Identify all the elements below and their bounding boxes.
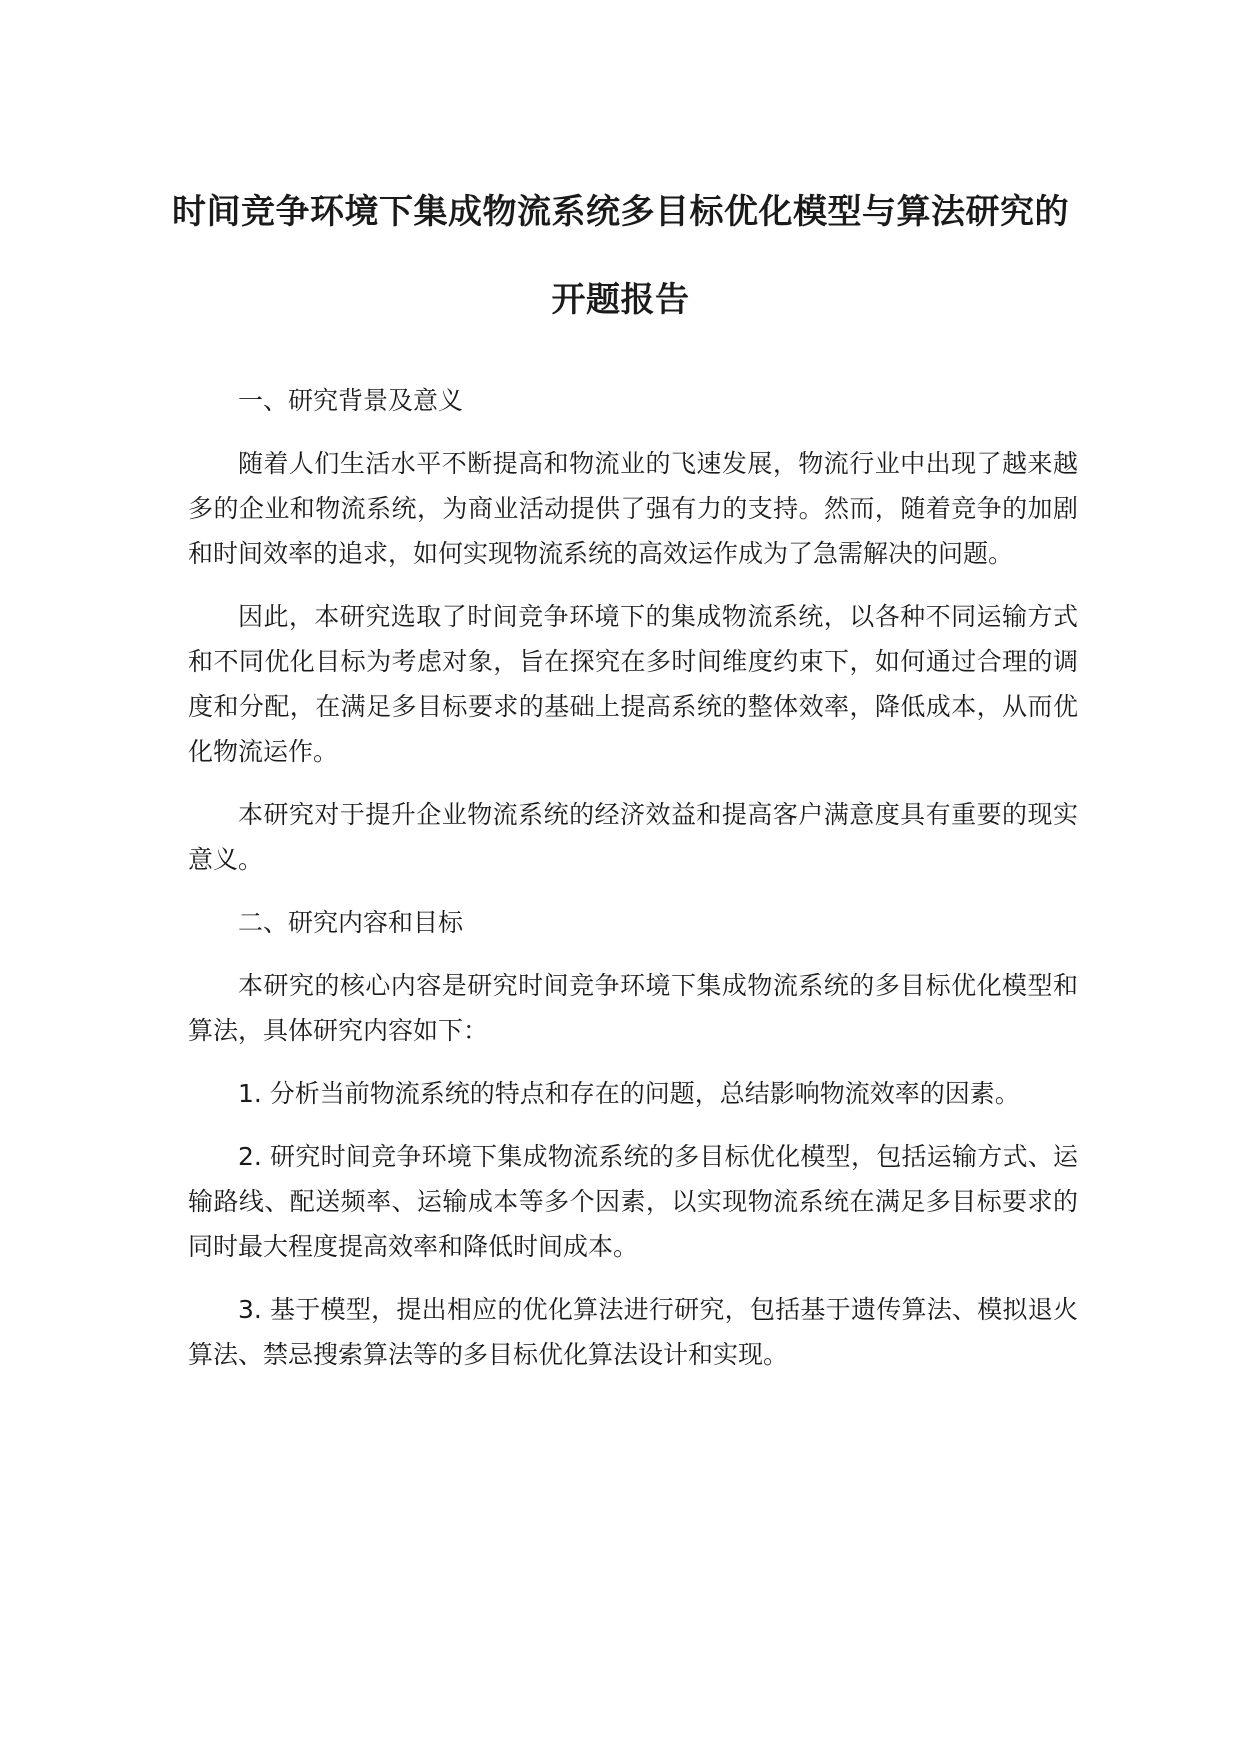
document-title: 时间竞争环境下集成物流系统多目标优化模型与算法研究的开题报告 <box>172 192 1069 320</box>
list-item-content-3: 3. 基于模型，提出相应的优化算法进行研究，包括基于遗传算法、模拟退火算法、禁忌搜索算法等的多目标优化算法设计和实现。 <box>188 1295 1078 1369</box>
paragraph-background-2: 因此，本研究选取了时间竞争环境下的集成物流系统，以各种不同运输方式和不同优化目标为考虑对象，旨在探究在多时间维度约束下，如何通过合理的调度和分配，在满足多目标要求的基础上提高系统的整体效率，降低成本，从而优化物流运作。 <box>188 602 1078 766</box>
paragraph-background-3: 本研究对于提升企业物流系统的经济效益和提高客户满意度具有重要的现实意义。 <box>188 800 1078 874</box>
list-item-content-2: 2. 研究时间竞争环境下集成物流系统的多目标优化模型，包括运输方式、运输路线、配送频率、运输成本等多个因素，以实现物流系统在满足多目标要求的同时最大程度提高效率和降低时间成本。 <box>188 1142 1078 1261</box>
section-heading-background: 一、研究背景及意义 <box>238 386 464 415</box>
paragraph-background-1: 随着人们生活水平不断提高和物流业的飞速发展，物流行业中出现了越来越多的企业和物流系统，为商业活动提供了强有力的支持。然而，随着竞争的加剧和时间效率的追求，如何实现物流系统的高效运作成为了急需解决的问题。 <box>188 449 1078 568</box>
section-heading-content: 二、研究内容和目标 <box>238 908 464 937</box>
paragraph-content-intro: 本研究的核心内容是研究时间竞争环境下集成物流系统的多目标优化模型和算法，具体研究内容如下： <box>188 971 1078 1045</box>
list-item-content-1: 1. 分析当前物流系统的特点和存在的问题，总结影响物流效率的因素。 <box>238 1079 1020 1108</box>
document-body <box>188 378 1078 1395</box>
